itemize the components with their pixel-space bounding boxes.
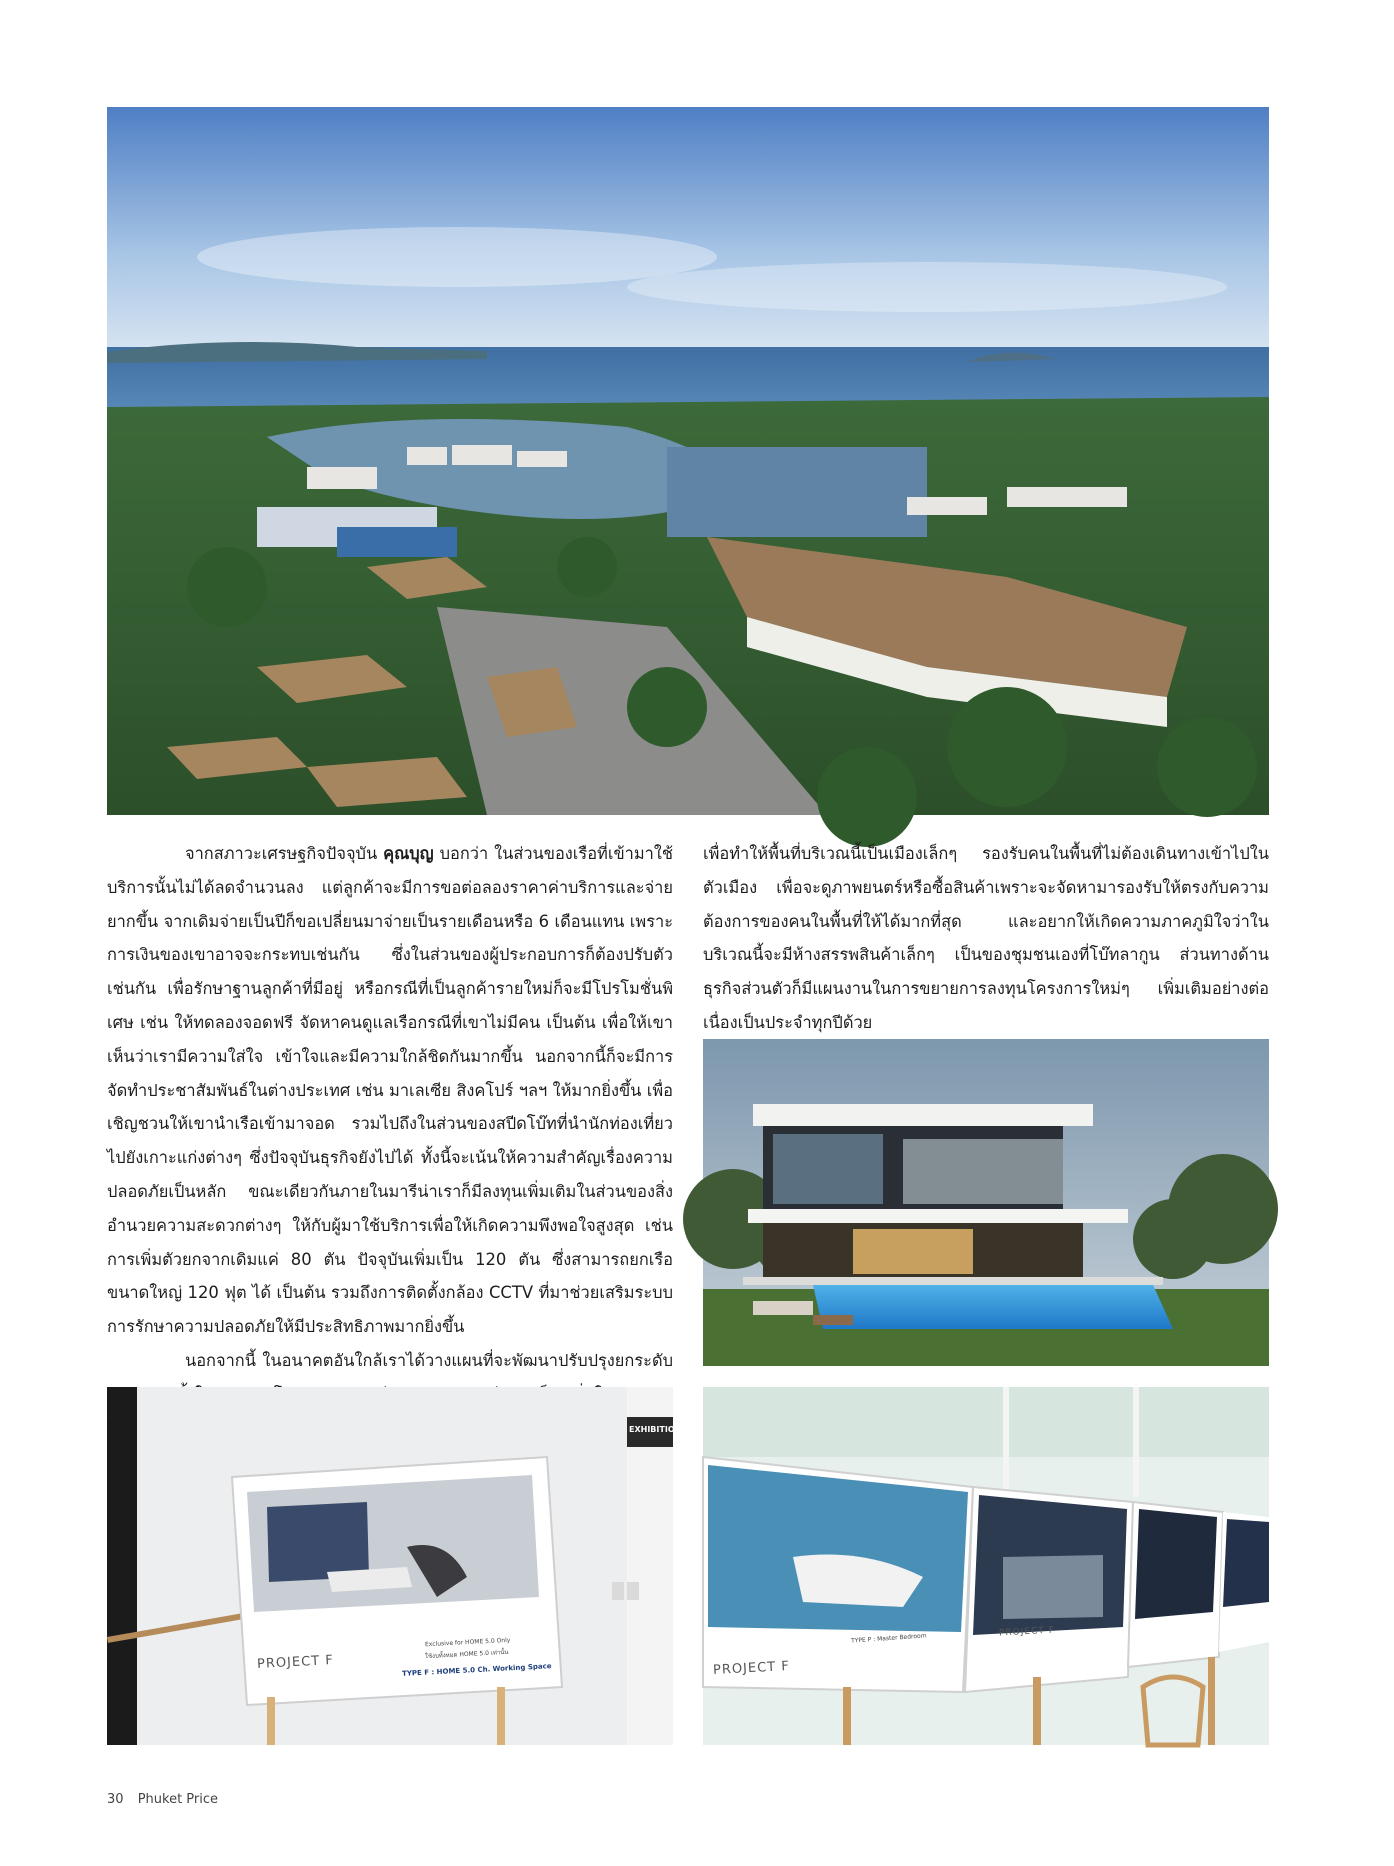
board-caption: TYPE P : Master Bedroom — [850, 1632, 927, 1645]
publication-name: Phuket Price — [137, 1792, 219, 1807]
board-brand-label: PROJECT F — [712, 1659, 791, 1678]
board-brand-label: PROJECT F — [998, 1625, 1056, 1639]
exhibition-sign: EXHIBITION — [629, 1425, 682, 1434]
board-caption: TYPE F : HOME 5.0 Ch. Working Space — [401, 1662, 552, 1678]
board-note-2: ใช้งบทั้งหมด HOME 5.0 เท่านั้น — [424, 1648, 509, 1661]
article-paragraph: จากสภาวะเศรษฐกิจปัจจุบัน คุณบุญ บอกว่า ในส่วนของเรือที่เข้ามาใช้บริการนั้นไม่ได้ลดจำนวนลง แต่ลูกค้าจะมีการขอต่อลองราคาค่าบริการและจ่ายยากขึ้น จากเดิมจ่ายเป็นปีก็ขอเปลี่ยนมาจ่ายเป็นรายเดือนหรือ 6 เดือนแทน เพราะการเงินของเขาอาจจะกระทบเช่นกัน ซึ่งในส่วนของผู้ประกอบการก็ต้องปรับตัวเช่นกัน เพื่อรักษาฐานลูกค้าที่มีอยู่ หรือกรณีที่เป็นลูกค้ารายใหม่ก็จะมีโปรโมชั่นพิเศษ เช่น ให้ทดลองจอดฟรี จัดหาคนดูแลเรือกรณีที่เขาไม่มีคน เป็นต้น เพื่อให้เขาเห็นว่าเรามีความใส่ใจ เข้าใจและมีความใกล้ชิดกันมากขึ้น นอกจากนี้ก็จะมีการจัดทำประชาสัมพันธ์ในต่างประเทศ เช่น มาเลเซีย สิงคโปร์ ฯลฯ ให้มากยิ่งขึ้น เพื่อเชิญชวนให้เขานำเรือเข้ามาจอด รวมไปถึงในส่วนของสปีดโบ๊ทที่นำนักท่องเที่ยวไปยังเกาะแก่งต่างๆ ซึ่งปัจจุบันธุรกิจยังไปได้ ทั้งนี้จะเน้นให้ความสำคัญเรื่องความปลอดภัยเป็นหลัก ขณะเดียวกันภายในมารีน่าเราก็มีลงทุนเพิ่มเติมในส่วนของสิ่งอำนวยความสะดวกต่างๆ ให้กับผู้มาใช้บริการเพื่อให้เกิดความพึงพอใจสูงสุด เช่น การเพิ่มตัวยกจากเดิมแค่ 80 ตัน ปัจจุบันเพิ่มเป็น 120 ตัน ซึ่งสามารถยกเรือขนาดใหญ่ 120 ฟุต ได้ เป็นต้น รวมถึงการติดตั้งกล้อง CCTV ที่มาช่วยเสริมระบบการรักษาความปลอดภัยให้มีประสิทธิภาพมากยิ่งขึ้น — [107, 844, 673, 1337]
board-brand-label: PROJECT F — [256, 1653, 335, 1672]
article-left-column — [107, 837, 673, 1445]
article-right-column — [703, 837, 1269, 1040]
interviewee-name: คุณบุญ — [383, 844, 434, 863]
exhibition-board-photo-left — [107, 1387, 682, 1745]
page-footer — [107, 1792, 218, 1807]
article-paragraph: นอกจากนี้ ในอนาคตอันใกล้เราได้วางแผนที่จะพัฒนาปรับปรุงยกระดับ — [185, 1350, 673, 1370]
aerial-marina-photo — [107, 107, 1269, 815]
article-paragraph: เพื่อทำให้พื้นที่บริเวณนี้เป็นเมืองเล็กๆ รองรับคนในพื้นที่ไม่ต้องเดินทางเข้าไปในตัวเมือง เพื่อจะดูภาพยนตร์หรือซื้อสินค้าเพราะจะจัดหามารองรับให้ตรงกับความต้องการของคนในพื้นที่ให้ได้มากที่สุด และอยากให้เกิดความภาคภูมิใจว่าในบริเวณนี้จะมีห้างสรรพสินค้าเล็กๆ เป็นของชุมชนเองที่โบ๊ทลากูน ส่วนทางด้านธุรกิจส่วนตัวก็มีแผนงานในการขยายการลงทุนโครงการใหม่ๆ เพิ่มเติมอย่างต่อเนื่องเป็นประจำทุกปีด้วย — [703, 844, 1269, 1032]
page-number: 30 — [107, 1792, 124, 1807]
board-note-1: Exclusive for HOME 5.0 Only — [424, 1636, 511, 1649]
villa-rendering-photo — [703, 1039, 1269, 1366]
exhibition-board-photo-right — [703, 1387, 1269, 1745]
